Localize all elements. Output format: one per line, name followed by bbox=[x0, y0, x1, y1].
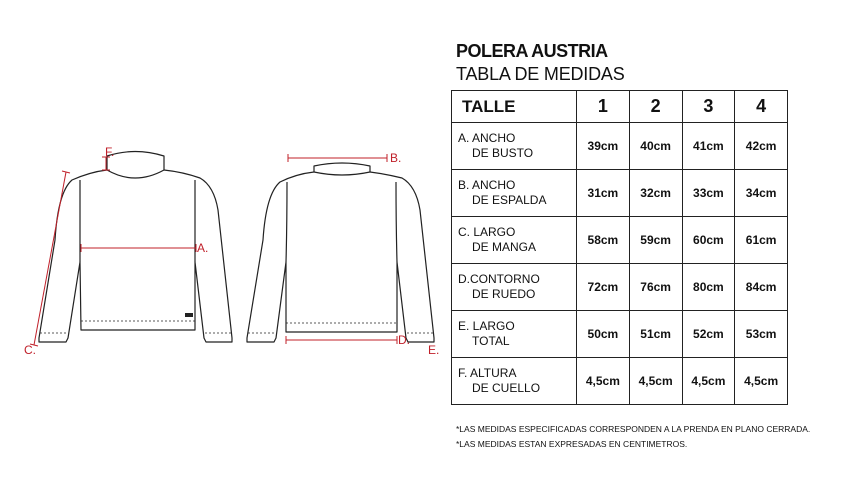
measure-c-line bbox=[34, 172, 66, 345]
measure-e-label: E. bbox=[428, 343, 440, 357]
table-cell: 80cm bbox=[682, 264, 735, 311]
footnotes bbox=[456, 422, 810, 452]
measure-b-label: B. bbox=[390, 151, 402, 165]
table-cell: 84cm bbox=[735, 264, 788, 311]
row-label-line1: E. LARGO bbox=[458, 319, 515, 333]
size-header: 1 bbox=[577, 91, 630, 123]
table-row bbox=[452, 358, 788, 405]
table-row bbox=[452, 170, 788, 217]
row-label bbox=[452, 264, 577, 311]
measure-d-label: D. bbox=[398, 333, 410, 347]
table-cell: 34cm bbox=[735, 170, 788, 217]
row-label-line1: C. LARGO bbox=[458, 225, 516, 239]
table-cell: 58cm bbox=[577, 217, 630, 264]
table-cell: 72cm bbox=[577, 264, 630, 311]
measure-f-label: F. bbox=[105, 145, 115, 159]
table-cell: 60cm bbox=[682, 217, 735, 264]
footnote: *LAS MEDIDAS ESPECIFICADAS CORRESPONDEN A LA PRENDA EN PLANO CERRADA. bbox=[456, 424, 811, 434]
row-label-line2: TOTAL bbox=[472, 334, 510, 348]
table-cell: 39cm bbox=[577, 123, 630, 170]
row-label-line2: DE ESPALDA bbox=[472, 193, 547, 207]
table-cell: 53cm bbox=[735, 311, 788, 358]
table-cell: 50cm bbox=[577, 311, 630, 358]
page-title: POLERA AUSTRIA bbox=[456, 41, 608, 61]
table-cell: 52cm bbox=[682, 311, 735, 358]
row-label-line2: DE BUSTO bbox=[472, 146, 534, 160]
row-label-line1: F. ALTURA bbox=[458, 366, 517, 380]
table-cell: 31cm bbox=[577, 170, 630, 217]
table-cell: 4,5cm bbox=[682, 358, 735, 405]
table-cell: 41cm bbox=[682, 123, 735, 170]
row-label bbox=[452, 217, 577, 264]
row-label bbox=[452, 358, 577, 405]
size-table-header bbox=[452, 91, 788, 123]
table-row bbox=[452, 123, 788, 170]
table-cell: 42cm bbox=[735, 123, 788, 170]
row-label bbox=[452, 311, 577, 358]
table-cell: 76cm bbox=[629, 264, 682, 311]
table-row bbox=[452, 217, 788, 264]
footnote: *LAS MEDIDAS ESTAN EXPRESADAS EN CENTIMETROS. bbox=[456, 439, 688, 449]
table-cell: 40cm bbox=[629, 123, 682, 170]
header-label: TALLE bbox=[452, 91, 577, 123]
table-cell: 4,5cm bbox=[629, 358, 682, 405]
size-header: 4 bbox=[735, 91, 788, 123]
table-cell: 33cm bbox=[682, 170, 735, 217]
table-cell: 51cm bbox=[629, 311, 682, 358]
table-cell: 59cm bbox=[629, 217, 682, 264]
size-header: 2 bbox=[629, 91, 682, 123]
row-label-line1: A. ANCHO bbox=[458, 131, 516, 145]
table-row bbox=[452, 264, 788, 311]
row-label-line2: DE MANGA bbox=[472, 240, 537, 254]
size-header: 3 bbox=[682, 91, 735, 123]
page-subtitle: TABLA DE MEDIDAS bbox=[456, 64, 625, 84]
table-row bbox=[452, 311, 788, 358]
table-cell: 4,5cm bbox=[735, 358, 788, 405]
measure-a-label: A. bbox=[197, 241, 209, 255]
table-cell: 4,5cm bbox=[577, 358, 630, 405]
size-table bbox=[451, 90, 788, 405]
row-label-line2: DE RUEDO bbox=[472, 287, 536, 301]
table-cell: 61cm bbox=[735, 217, 788, 264]
row-label-line1: D.CONTORNO bbox=[458, 272, 540, 286]
row-label-line1: B. ANCHO bbox=[458, 178, 516, 192]
row-label bbox=[452, 123, 577, 170]
back-view bbox=[247, 163, 434, 342]
table-cell: 32cm bbox=[629, 170, 682, 217]
measure-c-label: C. bbox=[24, 343, 36, 357]
row-label bbox=[452, 170, 577, 217]
row-label-line2: DE CUELLO bbox=[472, 381, 541, 395]
measurement-lines bbox=[30, 154, 440, 346]
